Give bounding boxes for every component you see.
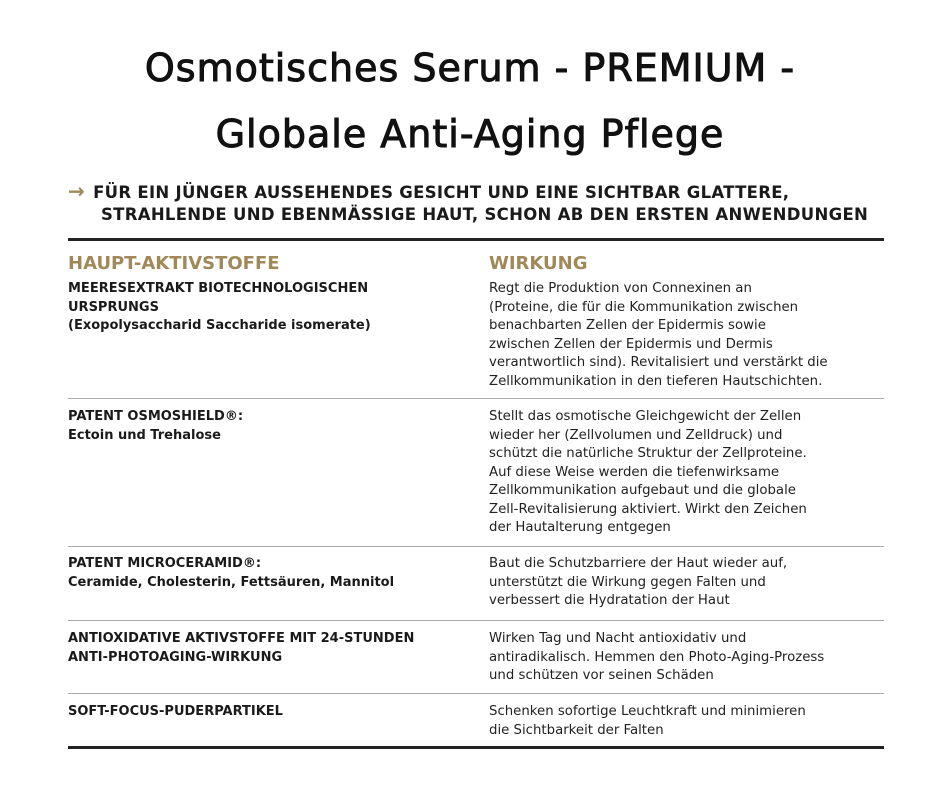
- cell-text-line: zwischen Zellen der Epidermis und Dermis: [489, 336, 773, 352]
- cell-text-line: und schützen vor seinen Schäden: [489, 668, 714, 683]
- row-divider: [68, 546, 884, 547]
- cell-text-line: unterstützt die Wirkung gegen Falten und: [489, 574, 766, 590]
- ingredient-cell: [68, 555, 468, 592]
- table-top-rule: [68, 238, 884, 241]
- cell-text-line: Ceramide, Cholesterin, Fettsäuren, Mannitol: [68, 574, 395, 590]
- header-active-ingredients: HAUPT-AKTIVSTOFFE: [68, 253, 280, 274]
- subtitle-line-2: STRAHLENDE UND EBENMÄSSIGE HAUT, SCHON AB DEN ERSTEN ANWENDUNGEN: [101, 205, 869, 224]
- ingredient-cell: [68, 630, 468, 667]
- cell-text-line: Stellt das osmotische Gleichgewicht der Zellen: [489, 409, 802, 424]
- table-bottom-rule: [68, 746, 884, 749]
- effect-cell: [489, 630, 884, 686]
- arrow-right-icon: →: [68, 179, 86, 203]
- effect-cell: [489, 703, 884, 740]
- cell-text-line: MEERESEXTRAKT BIOTECHNOLOGISCHEN: [68, 281, 369, 296]
- cell-text-line: Zellkommunikation aufgebaut und die globale: [489, 483, 796, 498]
- cell-text-line: Regt die Produktion von Connexinen an: [489, 281, 752, 296]
- cell-text-line: PATENT OSMOSHIELD®:: [68, 409, 244, 424]
- row-divider: [68, 398, 884, 399]
- cell-text-line: ANTIOXIDATIVE AKTIVSTOFFE MIT 24-STUNDEN: [68, 631, 415, 646]
- cell-text-line: Zell-Revitalisierung aktiviert. Wirkt den Zeichen: [489, 501, 807, 517]
- cell-text-line: ANTI-PHOTOAGING-WIRKUNG: [68, 649, 283, 665]
- header-effect: WIRKUNG: [489, 253, 588, 274]
- cell-text-line: Wirken Tag und Nacht antioxidativ und: [489, 631, 747, 646]
- subtitle: [68, 180, 898, 226]
- cell-text-line: der Hautalterung entgegen: [489, 520, 671, 535]
- ingredient-cell: [68, 703, 468, 722]
- cell-text-line: Auf diese Weise werden die tiefenwirksame: [489, 464, 780, 480]
- row-divider: [68, 693, 884, 694]
- cell-text-line: (Proteine, die für die Kommunikation zwischen: [489, 299, 799, 315]
- row-divider: [68, 620, 884, 621]
- cell-text-line: Ectoin und Trehalose: [68, 427, 221, 443]
- cell-text-line: URSPRUNGS: [68, 299, 159, 315]
- cell-text-line: Zellkommunikation in den tieferen Hautschichten.: [489, 373, 823, 389]
- cell-text-line: Baut die Schutzbarriere der Haut wieder auf,: [489, 556, 788, 571]
- effect-cell: [489, 280, 884, 391]
- title-line-1: Osmotisches Serum - PREMIUM -: [144, 46, 796, 90]
- subtitle-line-1: FÜR EIN JÜNGER AUSSEHENDES GESICHT UND EINE SICHTBAR GLATTERE,: [93, 183, 790, 202]
- effect-cell: [489, 408, 884, 538]
- cell-text-line: verbessert die Hydratation der Haut: [489, 593, 730, 608]
- cell-text-line: PATENT MICROCERAMID®:: [68, 556, 262, 571]
- ingredient-cell: [68, 280, 468, 336]
- cell-text-line: (Exopolysaccharid Saccharide isomerate): [68, 318, 371, 333]
- effect-cell: [489, 555, 884, 611]
- cell-text-line: wieder her (Zellvolumen und Zelldruck) und: [489, 427, 783, 443]
- cell-text-line: Schenken sofortige Leuchtkraft und minimieren: [489, 704, 806, 719]
- cell-text-line: benachbarten Zellen der Epidermis sowie: [489, 318, 766, 333]
- cell-text-line: antiradikalisch. Hemmen den Photo-Aging-Prozess: [489, 649, 825, 665]
- cell-text-line: SOFT-FOCUS-PUDERPARTIKEL: [68, 704, 283, 719]
- cell-text-line: schützt die natürliche Struktur der Zellproteine.: [489, 446, 807, 461]
- cell-text-line: verantwortlich sind). Revitalisiert und verstärkt die: [489, 355, 828, 370]
- title-line-2: Globale Anti-Aging Pflege: [215, 112, 725, 156]
- cell-text-line: die Sichtbarkeit der Falten: [489, 722, 664, 738]
- ingredient-cell: [68, 408, 468, 445]
